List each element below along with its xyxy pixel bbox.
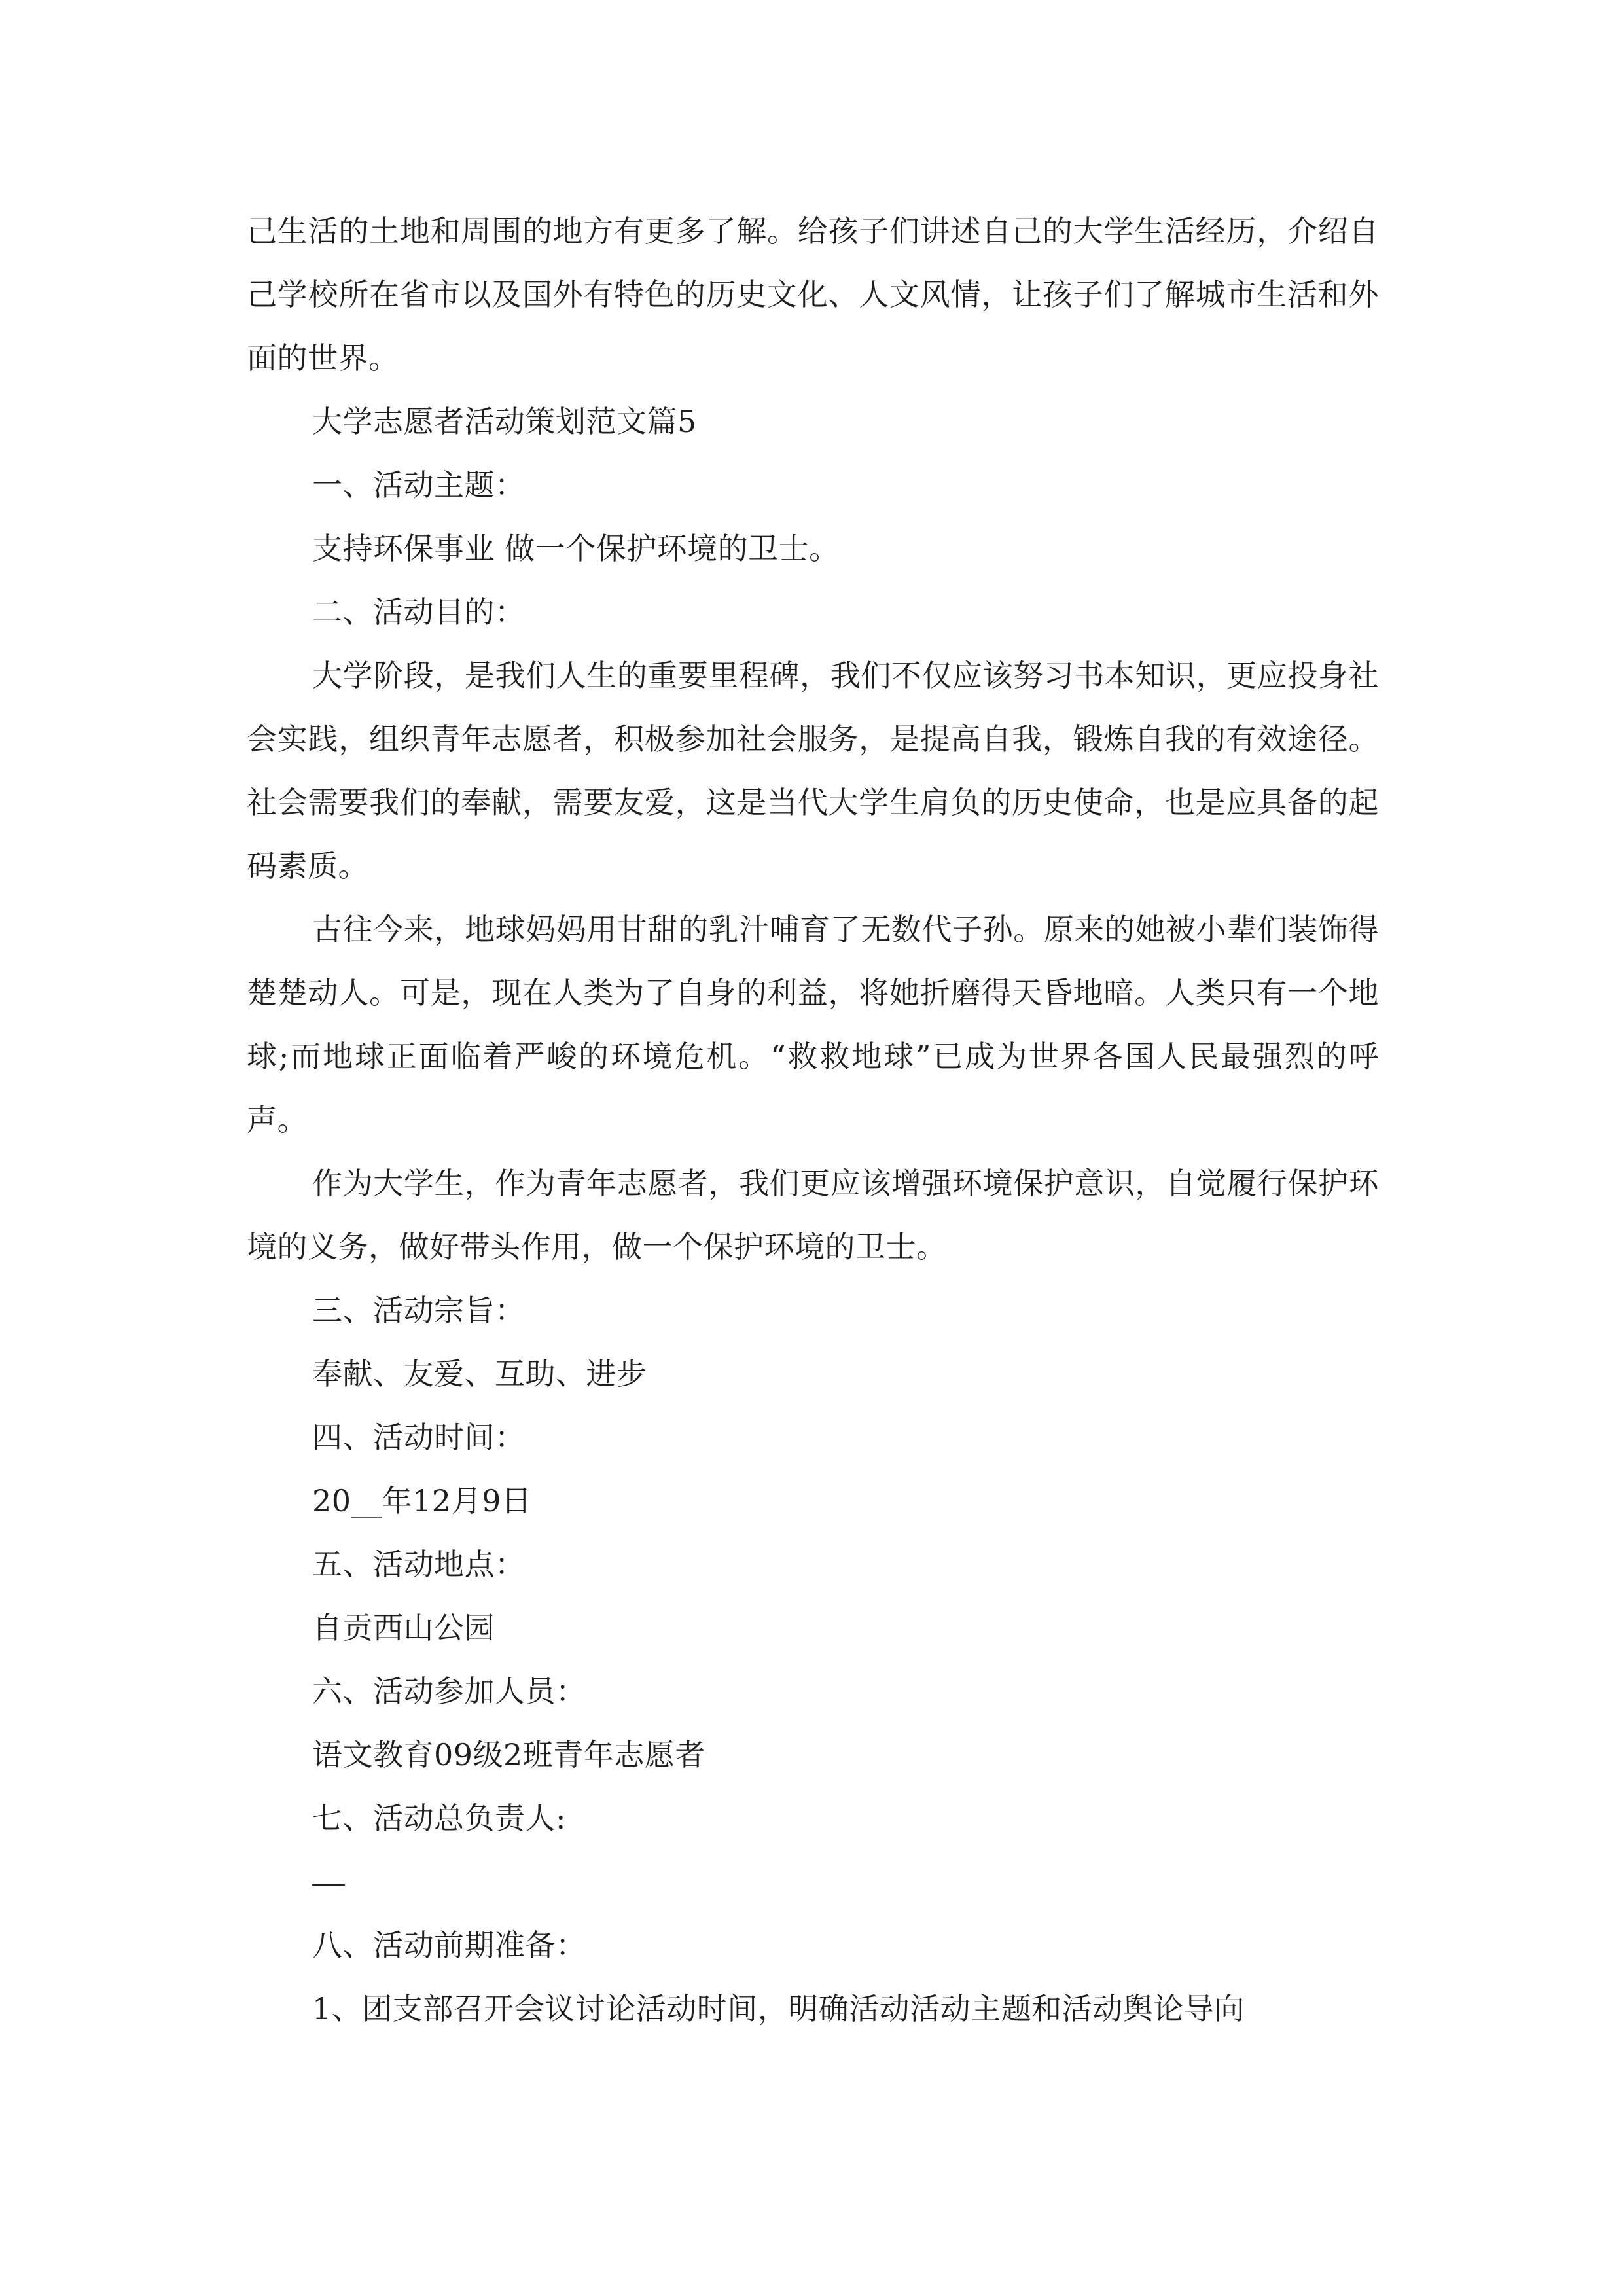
activity-theme-text: 支持环保事业 做一个保护环境的卫士。 [312, 531, 840, 566]
activity-location-text: 自贡西山公园 [312, 1610, 495, 1645]
heading-activity-time: 四、活动时间： [312, 1420, 526, 1455]
participants-text: 语文教育09级2班青年志愿者 [312, 1737, 705, 1772]
heading-activity-location: 五、活动地点： [312, 1547, 526, 1582]
heading-participants: 六、活动参加人员： [312, 1674, 586, 1709]
heading-activity-purpose: 二、活动目的： [312, 594, 526, 630]
activity-time-text: 20__年12月9日 [312, 1483, 532, 1518]
purpose-paragraph-2: 古往今来，地球妈妈用甘甜的乳汁哺育了无数代子孙。原来的她被小辈们装饰得楚楚动人。可是，现在人类为了自身的利益，将她折磨得天昏地暗。人类只有一个地球;而地球正面临着严峻的环境危机。“救救地球”已成为世界各国人民最强烈的呼声。 [247, 912, 1379, 1138]
purpose-paragraph-1: 大学阶段，是我们人生的重要里程碑，我们不仅应该努习书本知识，更应投身社会实践，组织青年志愿者，积极参加社会服务，是提高自我，锻炼自我的有效途径。社会需要我们的奉献，需要友爱，这是当代大学生肩负的历史使命，也是应具备的起码素质。 [247, 658, 1379, 884]
heading-activity-theme: 一、活动主题： [312, 467, 526, 503]
person-in-charge-blank [247, 1850, 1379, 1914]
heading-preparation: 八、活动前期准备： [312, 1928, 586, 1963]
section-title: 大学志愿者活动策划范文篇5 [312, 404, 697, 439]
heading-activity-tenet: 三、活动宗旨： [312, 1293, 526, 1328]
heading-person-in-charge: 七、活动总负责人: [312, 1801, 566, 1836]
preparation-item-1: 1、团支部召开会议讨论活动时间，明确活动活动主题和活动舆论导向 [312, 1991, 1245, 2026]
purpose-paragraph-3: 作为大学生，作为青年志愿者，我们更应该增强环境保护意识，自觉履行保护环境的义务，做好带头作用，做一个保护环境的卫士。 [247, 1166, 1379, 1265]
document-body [247, 200, 1379, 2041]
blank-line [312, 1884, 345, 1886]
paragraph-continuation: 己生活的土地和周围的地方有更多了解。给孩子们讲述自己的大学生活经历，介绍自己学校所在省市以及国外有特色的历史文化、人文风情，让孩子们了解城市生活和外面的世界。 [247, 213, 1379, 376]
activity-tenet-text: 奉献、友爱、互助、进步 [312, 1356, 647, 1391]
